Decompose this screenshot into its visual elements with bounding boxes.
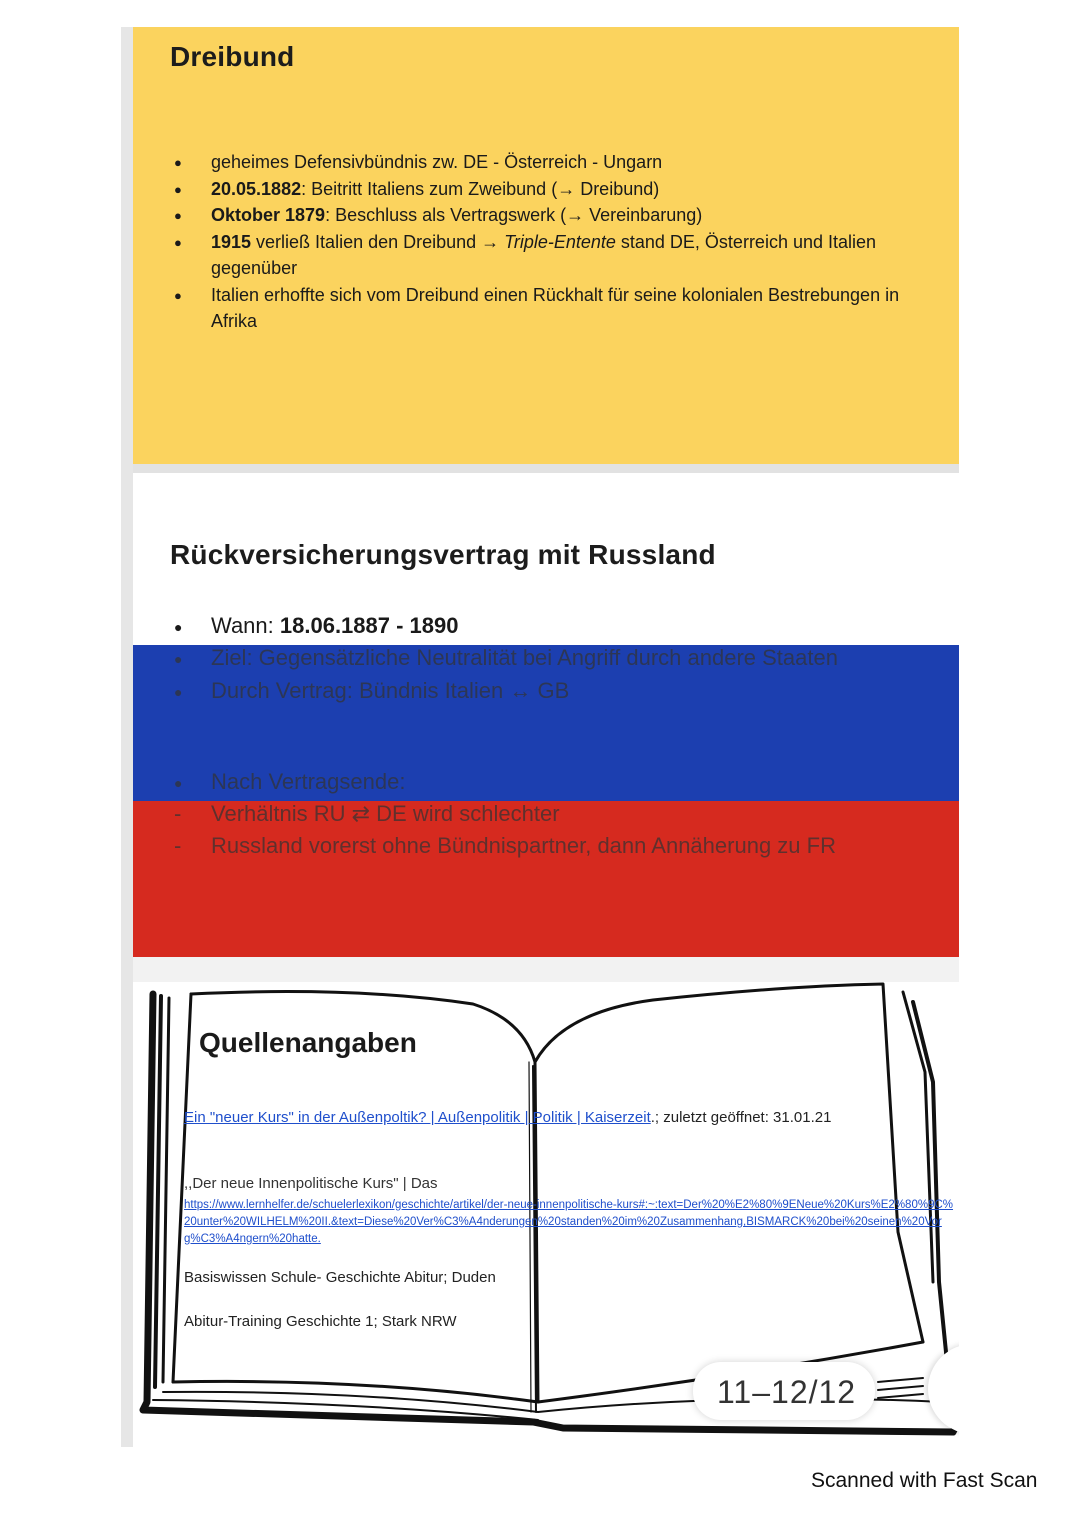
source-entry: Basiswissen Schule- Geschichte Abitur; Duden: [184, 1269, 496, 1286]
list-item: ● 1915 verließ Italien den Dreibund → Triple-Entente stand DE, Österreich und Italien gegenüber: [170, 229, 930, 282]
source-entry: Abitur-Training Geschichte 1; Stark NRW: [184, 1313, 457, 1330]
list-item: ● 20.05.1882: Beitritt Italiens zum Zweibund (→ Dreibund): [170, 176, 930, 203]
list-item: ● Italien erhoffte sich vom Dreibund einen Rückhalt für seine kolonialen Bestrebungen in Afrika: [170, 282, 930, 335]
bullet-icon: ●: [174, 684, 183, 700]
slide-divider: [133, 957, 959, 982]
source-link[interactable]: Ein "neuer Kurs" in der Außenpoltik? | Außenpolitik | Politik | Kaiserzeit: [184, 1109, 651, 1126]
slide-rueckversicherung: Rückversicherungsvertrag mit Russland ● Wann: 18.06.1887 - 1890 ● Ziel: Gegensätzliche Neutralität bei Angriff durch andere Staaten ● Durch Vertrag: Bündnis Italien ↔ GB ● Nach Vertragsende: - Verhältnis RU ⇄ DE wird schlechter - Russland vorerst ohne Bündnispartner, dann Annäherung zu FR: [133, 489, 959, 957]
list-item: ● Oktober 1879: Beschluss als Vertragswerk (→ Vereinbarung): [170, 202, 930, 229]
source-entry: ,,Der neue Innenpolitische Kurs" | Das: [184, 1175, 438, 1192]
bullet-icon: ●: [174, 619, 183, 635]
page-number: 11–12/12: [717, 1374, 857, 1410]
list-item: ● geheimes Defensivbündnis zw. DE - Österreich - Ungarn: [170, 149, 930, 176]
scan-watermark: Scanned with Fast Scan: [811, 1469, 1038, 1492]
bullet-icon: ●: [174, 651, 183, 667]
bullet-list: [170, 149, 930, 335]
bullet-icon: ●: [174, 775, 183, 791]
slide-divider: [133, 464, 959, 473]
slide-title: Quellenangaben: [199, 1027, 417, 1058]
slide-dreibund: [133, 27, 959, 464]
source-entry: Ein "neuer Kurs" in der Außenpoltik? | Außenpolitik | Politik | Kaiserzeit.; zuletzt geöffnet: 31.01.21: [184, 1109, 832, 1126]
slide-title: Rückversicherungsvertrag mit Russland: [170, 539, 716, 570]
page-edge: [121, 27, 133, 1447]
source-url-link[interactable]: https://www.lernhelfer.de/schuelerlexikon/geschichte/artikel/der-neue-innenpolitische-kurs#:~:text=Der%20%E2%80%9ENeue%20Kurs%E2%80%9C%20unter%20WILHELM%20II.&text=Diese%20Ver%C3%A4nderungen%20standen%20im%20Zusammenhang,BISMARCK%20bei%20seinen%20Vorg%C3%A4ngern%20hatte.: [184, 1199, 954, 1245]
slide-quellenangaben: [133, 982, 959, 1446]
slide-title: Dreibund: [170, 41, 295, 72]
